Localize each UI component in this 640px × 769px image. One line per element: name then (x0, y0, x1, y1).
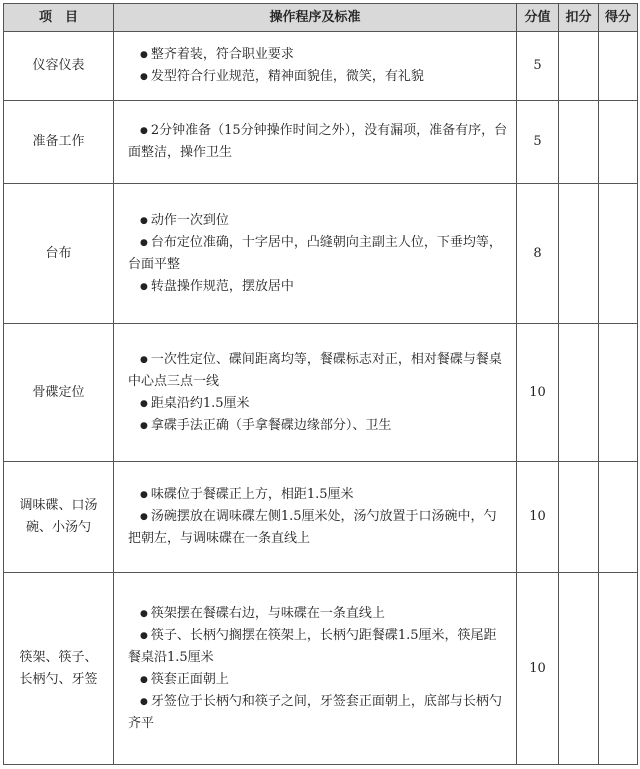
standard-cell (114, 184, 517, 324)
standard-point: ● 筷子、长柄勺搁摆在筷架上，长柄勺距餐碟1.5厘米，筷尾距餐桌沿1.5厘米 (128, 625, 508, 669)
got-cell[interactable] (599, 324, 638, 462)
table-row (4, 32, 638, 101)
standard-point: ● 2分钟准备（15分钟操作时间之外），没有漏项，准备有序，台面整洁，操作卫生 (128, 120, 508, 164)
standard-point: ● 台布定位准确，十字居中，凸缝朝向主副主人位，下垂均等，台面平整 (128, 232, 508, 276)
score-cell: 10 (517, 462, 559, 573)
standard-point: ● 距桌沿约1.5厘米 (128, 393, 508, 415)
standard-point: ● 筷架摆在餐碟右边，与味碟在一条直线上 (128, 603, 508, 625)
got-cell[interactable] (599, 462, 638, 573)
table-row (4, 184, 638, 324)
deduct-cell[interactable] (559, 101, 599, 184)
score-cell: 10 (517, 573, 559, 765)
got-cell[interactable] (599, 573, 638, 765)
scoring-table (3, 3, 638, 765)
standard-cell (114, 324, 517, 462)
standard-cell (114, 32, 517, 101)
score-cell: 10 (517, 324, 559, 462)
deduct-cell[interactable] (559, 324, 599, 462)
standard-point: ● 汤碗摆放在调味碟左侧1.5厘米处，汤勺放置于口汤碗中，勺把朝左，与调味碟在一条直线上 (128, 506, 508, 550)
standard-point: ● 一次性定位、碟间距离均等，餐碟标志对正，相对餐碟与餐桌中心点三点一线 (128, 349, 508, 393)
table-row (4, 462, 638, 573)
header-standard: 操作程序及标准 (114, 4, 517, 32)
score-cell: 5 (517, 32, 559, 101)
header-row (4, 4, 638, 32)
item-cell: 准备工作 (4, 101, 114, 184)
score-cell: 8 (517, 184, 559, 324)
standard-point: ● 牙签位于长柄勺和筷子之间，牙签套正面朝上，底部与长柄勺齐平 (128, 691, 508, 735)
deduct-cell[interactable] (559, 32, 599, 101)
header-got: 得分 (599, 4, 638, 32)
table-row (4, 101, 638, 184)
standard-point: ● 发型符合行业规范，精神面貌佳，微笑，有礼貌 (128, 66, 508, 88)
deduct-cell[interactable] (559, 184, 599, 324)
header-score: 分值 (517, 4, 559, 32)
deduct-cell[interactable] (559, 462, 599, 573)
standard-cell (114, 573, 517, 765)
standard-cell (114, 101, 517, 184)
header-deduct: 扣分 (559, 4, 599, 32)
got-cell[interactable] (599, 101, 638, 184)
got-cell[interactable] (599, 32, 638, 101)
standard-cell (114, 462, 517, 573)
item-cell: 骨碟定位 (4, 324, 114, 462)
standard-point: ● 筷套正面朝上 (128, 669, 508, 691)
standard-point: ● 动作一次到位 (128, 210, 508, 232)
header-item: 项 目 (4, 4, 114, 32)
item-cell: 调味碟、口汤碗、小汤勺 (4, 462, 114, 573)
standard-point: ● 味碟位于餐碟正上方，相距1.5厘米 (128, 484, 508, 506)
table-row (4, 324, 638, 462)
score-cell: 5 (517, 101, 559, 184)
deduct-cell[interactable] (559, 573, 599, 765)
got-cell[interactable] (599, 184, 638, 324)
table-row (4, 573, 638, 765)
standard-point: ● 拿碟手法正确（手拿餐碟边缘部分）、卫生 (128, 415, 508, 437)
item-cell: 台布 (4, 184, 114, 324)
standard-point: ● 转盘操作规范，摆放居中 (128, 276, 508, 298)
standard-point: ● 整齐着装，符合职业要求 (128, 44, 508, 66)
item-cell: 筷架、筷子、长柄勺、牙签 (4, 573, 114, 765)
item-cell: 仪容仪表 (4, 32, 114, 101)
